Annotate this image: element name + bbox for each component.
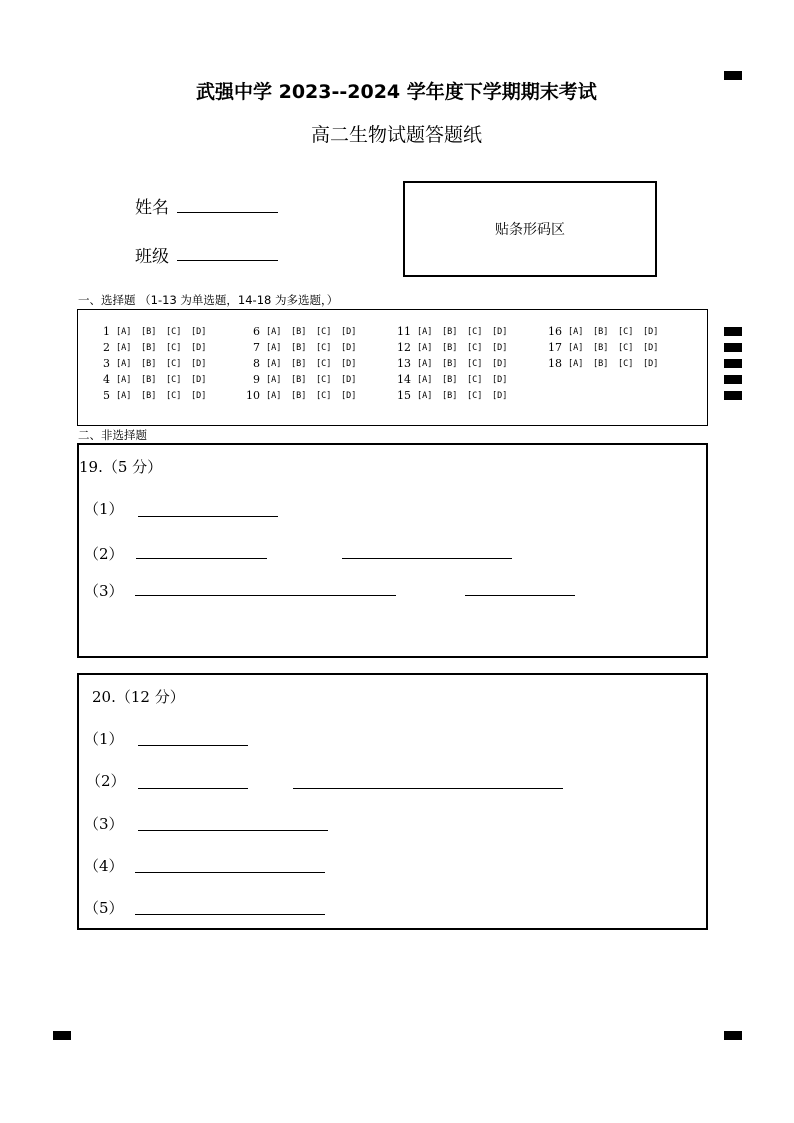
mc-option-a[interactable]: [A] — [266, 342, 282, 353]
mc-question-17 — [538, 341, 668, 354]
mc-option-d[interactable]: [D] — [341, 358, 357, 369]
mc-option-b[interactable]: [B] — [593, 326, 609, 337]
q20-part-3-blank[interactable] — [138, 830, 328, 831]
mc-option-a[interactable]: [A] — [568, 326, 584, 337]
class-label: 班级 — [135, 247, 169, 267]
mc-option-b[interactable]: [B] — [291, 358, 307, 369]
mc-option-c[interactable]: [C] — [467, 342, 483, 353]
mc-option-c[interactable]: [C] — [316, 326, 332, 337]
mc-option-a[interactable]: [A] — [568, 342, 584, 353]
position-mark-side-3 — [724, 359, 742, 368]
mc-option-c[interactable]: [C] — [316, 358, 332, 369]
exam-subtitle: 高二生物试题答题纸 — [311, 124, 483, 146]
mc-option-c[interactable]: [C] — [166, 342, 182, 353]
q19-answer-box — [77, 443, 708, 658]
mc-option-c[interactable]: [C] — [467, 390, 483, 401]
mc-option-d[interactable]: [D] — [643, 342, 659, 353]
mc-option-d[interactable]: [D] — [492, 390, 508, 401]
mc-option-b[interactable]: [B] — [141, 358, 157, 369]
mc-question-14 — [387, 373, 517, 386]
mc-option-d[interactable]: [D] — [341, 326, 357, 337]
mc-option-b[interactable]: [B] — [141, 326, 157, 337]
mc-option-a[interactable]: [A] — [568, 358, 584, 369]
mc-option-b[interactable]: [B] — [291, 374, 307, 385]
mc-option-a[interactable]: [A] — [116, 342, 132, 353]
q19-heading: 19.（5 分） — [79, 458, 163, 476]
mc-option-a[interactable]: [A] — [116, 390, 132, 401]
q19-part-1-blank[interactable] — [138, 516, 278, 517]
mc-option-d[interactable]: [D] — [191, 358, 207, 369]
mc-option-c[interactable]: [C] — [166, 374, 182, 385]
q20-part-5-blank[interactable] — [135, 914, 325, 915]
mc-option-a[interactable]: [A] — [266, 326, 282, 337]
position-mark-top-right — [724, 71, 742, 80]
mc-option-a[interactable]: [A] — [116, 358, 132, 369]
mc-option-c[interactable]: [C] — [618, 326, 634, 337]
q20-part-2-label: （2） — [86, 772, 126, 790]
position-mark-bottom-right — [724, 1031, 742, 1040]
mc-option-b[interactable]: [B] — [442, 390, 458, 401]
exam-title: 武强中学 2023--2024 学年度下学期期末考试 — [196, 81, 597, 103]
mc-question-number: 9 — [253, 373, 260, 386]
mc-option-a[interactable]: [A] — [266, 374, 282, 385]
mc-option-a[interactable]: [A] — [417, 390, 433, 401]
q20-part-1-blank[interactable] — [138, 745, 248, 746]
mc-option-d[interactable]: [D] — [643, 358, 659, 369]
mc-option-a[interactable]: [A] — [266, 390, 282, 401]
q19-part-2-blank-2[interactable] — [342, 558, 512, 559]
mc-question-number: 3 — [103, 357, 110, 370]
mc-question-number: 15 — [397, 389, 411, 402]
mc-option-d[interactable]: [D] — [191, 390, 207, 401]
mc-question-number: 11 — [397, 325, 411, 338]
q19-part-2-label: （2） — [84, 545, 124, 563]
mc-option-b[interactable]: [B] — [442, 374, 458, 385]
q19-part-2-blank-1[interactable] — [136, 558, 267, 559]
mc-question-15 — [387, 389, 517, 402]
mc-question-number: 5 — [103, 389, 110, 402]
mc-option-d[interactable]: [D] — [341, 374, 357, 385]
mc-option-d[interactable]: [D] — [341, 390, 357, 401]
q20-part-3-label: （3） — [84, 815, 124, 833]
mc-option-b[interactable]: [B] — [593, 342, 609, 353]
mc-option-d[interactable]: [D] — [492, 374, 508, 385]
mc-question-9 — [236, 373, 366, 386]
mc-question-13 — [387, 357, 517, 370]
mc-option-d[interactable]: [D] — [492, 358, 508, 369]
mc-question-3 — [86, 357, 216, 370]
q20-part-2-blank-2[interactable] — [293, 788, 563, 789]
mc-option-c[interactable]: [C] — [467, 358, 483, 369]
mc-question-2 — [86, 341, 216, 354]
position-mark-side-4 — [724, 375, 742, 384]
mc-option-d[interactable]: [D] — [643, 326, 659, 337]
q20-part-4-label: （4） — [84, 857, 124, 875]
mc-option-a[interactable]: [A] — [417, 374, 433, 385]
mc-option-c[interactable]: [C] — [467, 374, 483, 385]
mc-option-b[interactable]: [B] — [442, 358, 458, 369]
mc-option-c[interactable]: [C] — [316, 390, 332, 401]
q20-heading: 20.（12 分） — [92, 688, 185, 706]
q19-part-1-label: （1） — [84, 500, 124, 518]
mc-question-4 — [86, 373, 216, 386]
mc-question-10 — [236, 389, 366, 402]
mc-question-12 — [387, 341, 517, 354]
mc-question-8 — [236, 357, 366, 370]
class-field[interactable] — [177, 260, 278, 261]
mc-option-d[interactable]: [D] — [191, 326, 207, 337]
mc-question-1 — [86, 325, 216, 338]
mc-option-b[interactable]: [B] — [291, 326, 307, 337]
section2-title: 二、非选择题 — [78, 428, 147, 442]
mc-question-number: 1 — [103, 325, 110, 338]
section1-title: 一、选择题 （1-13 为单选题，14-18 为多选题，） — [78, 293, 339, 307]
mc-option-b[interactable]: [B] — [442, 326, 458, 337]
mc-option-b[interactable]: [B] — [141, 374, 157, 385]
mc-question-number: 18 — [548, 357, 562, 370]
mc-option-a[interactable]: [A] — [116, 374, 132, 385]
position-mark-side-5 — [724, 391, 742, 400]
mc-option-c[interactable]: [C] — [166, 390, 182, 401]
name-field[interactable] — [177, 212, 278, 213]
mc-question-number: 13 — [397, 357, 411, 370]
mc-option-c[interactable]: [C] — [467, 326, 483, 337]
mc-question-6 — [236, 325, 366, 338]
q20-part-5-label: （5） — [84, 899, 124, 917]
mc-option-d[interactable]: [D] — [492, 342, 508, 353]
position-mark-bottom-left — [53, 1031, 71, 1040]
q19-part-3-blank-2[interactable] — [465, 595, 575, 596]
mc-question-18 — [538, 357, 668, 370]
mc-option-b[interactable]: [B] — [442, 342, 458, 353]
mc-question-number: 12 — [397, 341, 411, 354]
mc-question-number: 4 — [103, 373, 110, 386]
position-mark-side-2 — [724, 343, 742, 352]
mc-option-b[interactable]: [B] — [141, 342, 157, 353]
mc-option-a[interactable]: [A] — [417, 358, 433, 369]
mc-question-16 — [538, 325, 668, 338]
q20-part-2-blank-1[interactable] — [138, 788, 248, 789]
mc-question-number: 7 — [253, 341, 260, 354]
mc-question-number: 16 — [548, 325, 562, 338]
mc-option-a[interactable]: [A] — [417, 326, 433, 337]
mc-option-a[interactable]: [A] — [417, 342, 433, 353]
mc-option-d[interactable]: [D] — [191, 374, 207, 385]
mc-option-a[interactable]: [A] — [116, 326, 132, 337]
mc-option-c[interactable]: [C] — [618, 358, 634, 369]
mc-question-5 — [86, 389, 216, 402]
name-label: 姓名 — [135, 198, 169, 218]
q20-part-1-label: （1） — [84, 730, 124, 748]
mc-option-c[interactable]: [C] — [618, 342, 634, 353]
mc-option-b[interactable]: [B] — [141, 390, 157, 401]
mc-option-c[interactable]: [C] — [316, 342, 332, 353]
mc-option-b[interactable]: [B] — [291, 390, 307, 401]
mc-option-c[interactable]: [C] — [166, 326, 182, 337]
q20-answer-box — [77, 673, 708, 930]
mc-option-c[interactable]: [C] — [166, 358, 182, 369]
mc-option-a[interactable]: [A] — [266, 358, 282, 369]
barcode-label: 贴条形码区 — [495, 222, 565, 238]
mc-option-d[interactable]: [D] — [492, 326, 508, 337]
mc-question-number: 2 — [103, 341, 110, 354]
q19-part-3-blank-1[interactable] — [135, 595, 396, 596]
mc-question-number: 10 — [246, 389, 260, 402]
mc-question-number: 8 — [253, 357, 260, 370]
mc-option-b[interactable]: [B] — [291, 342, 307, 353]
mc-question-number: 6 — [253, 325, 260, 338]
mc-question-11 — [387, 325, 517, 338]
mc-question-number: 17 — [548, 341, 562, 354]
mc-option-d[interactable]: [D] — [341, 342, 357, 353]
position-mark-side-1 — [724, 327, 742, 336]
mc-option-c[interactable]: [C] — [316, 374, 332, 385]
q20-part-4-blank[interactable] — [135, 872, 325, 873]
mc-question-number: 14 — [397, 373, 411, 386]
mc-option-d[interactable]: [D] — [191, 342, 207, 353]
q19-part-3-label: （3） — [84, 582, 124, 600]
barcode-area — [403, 181, 657, 277]
mc-question-7 — [236, 341, 366, 354]
mc-option-b[interactable]: [B] — [593, 358, 609, 369]
